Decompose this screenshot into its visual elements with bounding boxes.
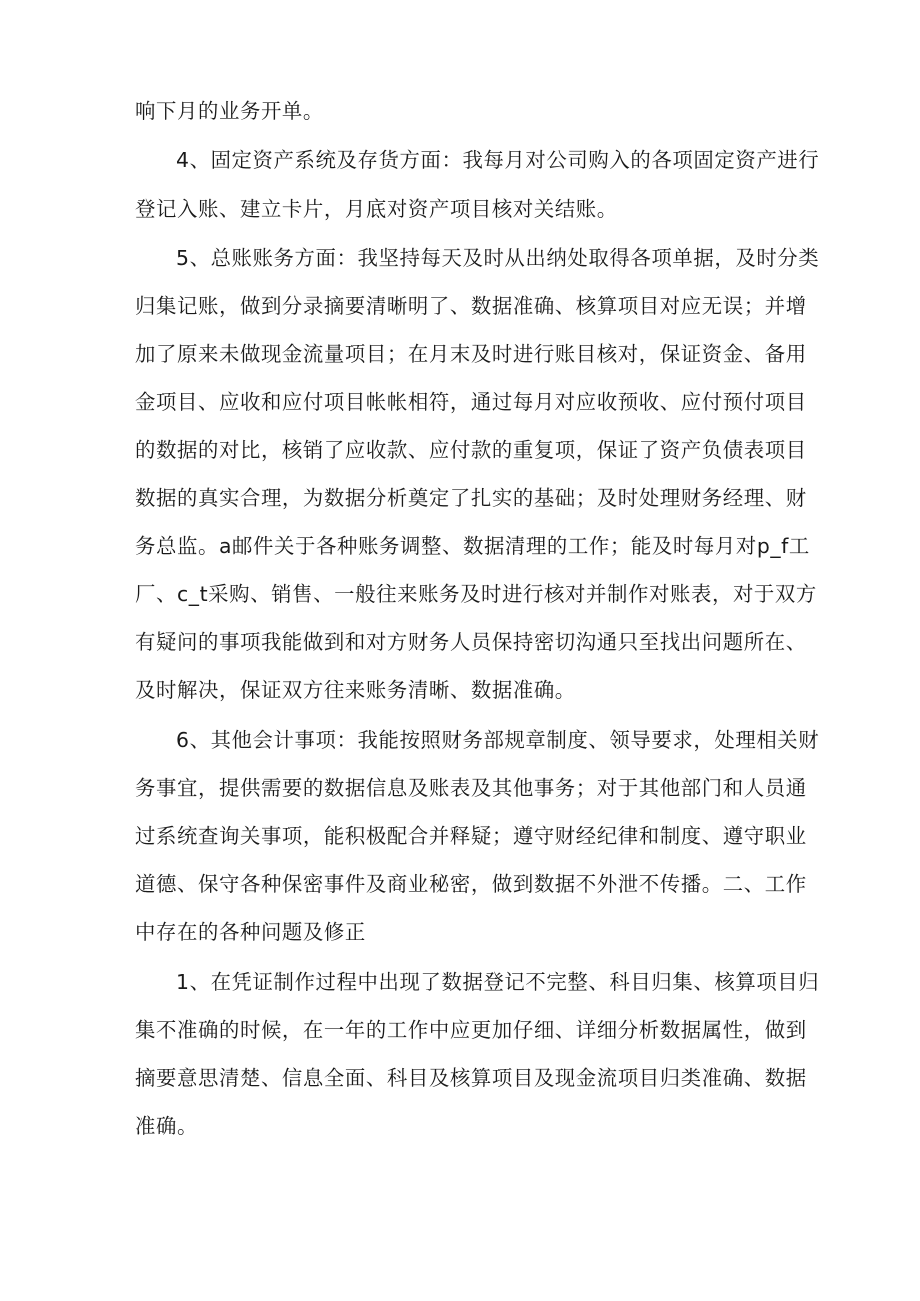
paragraph-line: 道德、保守各种保密事件及商业秘密，做到数据不外泄不传播。二、工作 xyxy=(135,872,807,896)
paragraph-line: 准确。 xyxy=(135,1114,198,1138)
paragraph-line: 响下月的业务开单。 xyxy=(135,99,324,123)
paragraph-line: 中存在的各种问题及修正 xyxy=(135,920,366,944)
paragraph-line: 务事宜，提供需要的数据信息及账表及其他事务；对于其他部门和人员通 xyxy=(135,776,807,800)
paragraph-line: 金项目、应收和应付项目帐帐相符，通过每月对应收预收、应付预付项目 xyxy=(135,390,807,414)
paragraph-line: 5、总账账务方面：我坚持每天及时从出纳处取得各项单据，及时分类 xyxy=(176,246,820,270)
paragraph-line: 加了原来未做现金流量项目；在月末及时进行账目核对，保证资金、备用 xyxy=(135,342,807,366)
paragraph-line: 1、在凭证制作过程中出现了数据登记不完整、科目归集、核算项目归 xyxy=(176,970,820,994)
paragraph-line: 过系统查询关事项，能积极配合并释疑；遵守财经纪律和制度、遵守职业 xyxy=(135,824,807,848)
paragraph-line: 的数据的对比，核销了应收款、应付款的重复项，保证了资产负债表项目 xyxy=(135,438,807,462)
paragraph-line: 6、其他会计事项：我能按照财务部规章制度、领导要求，处理相关财 xyxy=(176,728,820,752)
paragraph-line: 数据的真实合理，为数据分析奠定了扎实的基础；及时处理财务经理、财 xyxy=(135,486,807,510)
paragraph-line: 归集记账，做到分录摘要清晰明了、数据准确、核算项目对应无误；并增 xyxy=(135,294,807,318)
paragraph-line: 4、固定资产系统及存货方面：我每月对公司购入的各项固定资产进行 xyxy=(176,148,820,172)
paragraph-line: 及时解决，保证双方往来账务清晰、数据准确。 xyxy=(135,678,576,702)
paragraph-line: 登记入账、建立卡片，月底对资产项目核对关结账。 xyxy=(135,197,618,221)
paragraph-line: 摘要意思清楚、信息全面、科目及核算项目及现金流项目归类准确、数据 xyxy=(135,1066,807,1090)
paragraph-line: 有疑问的事项我能做到和对方财务人员保持密切沟通只至找出问题所在、 xyxy=(135,630,807,654)
paragraph-line: 务总监。a邮件关于各种账务调整、数据清理的工作；能及时每月对p_f工 xyxy=(135,534,810,558)
paragraph-line: 集不准确的时候，在一年的工作中应更加仔细、详细分析数据属性，做到 xyxy=(135,1018,807,1042)
paragraph-line: 厂、c_t采购、销售、一般往来账务及时进行核对并制作对账表，对于双方 xyxy=(135,582,817,606)
